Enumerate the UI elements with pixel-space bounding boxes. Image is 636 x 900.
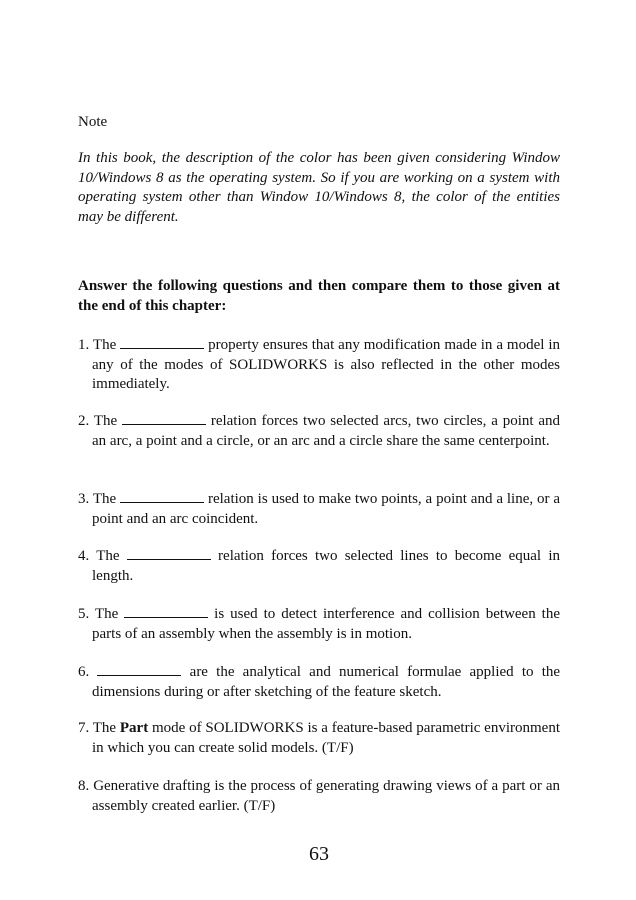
answer-blank xyxy=(127,546,211,560)
questions-heading: Answer the following questions and then compare them to those given at the end of this chapter: xyxy=(78,278,560,314)
note-label: Note xyxy=(78,114,108,130)
answer-blank xyxy=(124,604,208,618)
question-6: 6. are the analytical and numerical formulae applied to the dimensions during or after sketching of the feature sketch. xyxy=(78,664,561,700)
question-2: 2. The relation forces two selected arcs, two circles, a point and an arc, a point and a circle, or an arc and a circle share the same centerpoint. xyxy=(78,413,561,449)
question-4: 4. The relation forces two selected lines to become equal in length. xyxy=(78,548,561,584)
question-1: 1. The property ensures that any modification made in a model in any of the modes of SOLIDWORKS is also reflected in the other modes immediately. xyxy=(78,337,561,392)
answer-blank xyxy=(120,335,204,349)
question-3: 3. The relation is used to make two points, a point and a line, or a point and an arc coincident. xyxy=(78,491,561,527)
answer-blank xyxy=(97,662,181,676)
note-body: In this book, the description of the color has been given considering Window 10/Windows 8 as the operating system. So if you are working on a system with operating system other than Window 10/Windows 8, the color of the entities may be different. xyxy=(78,150,560,225)
answer-blank xyxy=(120,489,204,503)
answer-blank xyxy=(122,411,206,425)
question-7: 7. The Part mode of SOLIDWORKS is a feature-based parametric environment in which you can create solid models. (T/F) xyxy=(78,720,560,756)
question-5: 5. The is used to detect interference and collision between the parts of an assembly when the assembly is in motion. xyxy=(78,606,560,642)
question-8: 8. Generative drafting is the process of generating drawing views of a part or an assembly created earlier. (T/F) xyxy=(78,778,560,814)
page-number: 63 xyxy=(309,843,329,865)
part-mode-term: Part xyxy=(119,720,149,736)
book-page xyxy=(78,0,560,900)
